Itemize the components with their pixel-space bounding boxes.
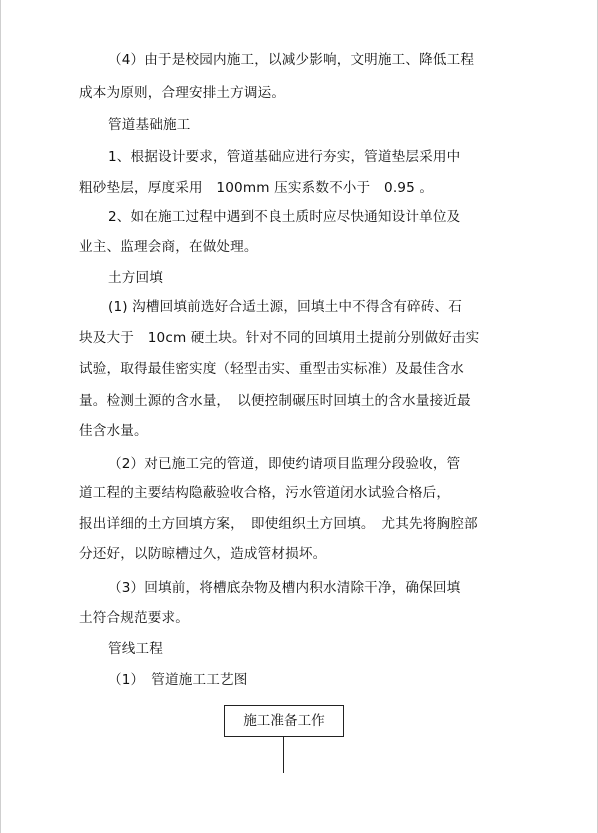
paragraph-line: 粗砂垫层，厚度采用 100mm 压实系数不小于 0.95 。 bbox=[79, 180, 434, 196]
paragraph-line: 佳含水量。 bbox=[79, 423, 148, 439]
section-heading: 管道基础施工 bbox=[108, 117, 191, 133]
paragraph-line: (1) 沟槽回填前选好合适土源，回填土中不得含有碎砖、石 bbox=[108, 299, 463, 315]
paragraph-line: 2、如在施工过程中遇到不良土质时应尽快通知设计单位及 bbox=[108, 209, 461, 225]
paragraph-line: 分还好，以防晾槽过久，造成管材损坏。 bbox=[79, 546, 327, 562]
paragraph-line: 业主、监理会商，在做处理。 bbox=[79, 239, 258, 255]
flowchart-step-box: 施工准备工作 bbox=[224, 705, 344, 737]
paragraph-line: （1） 管道施工工艺图 bbox=[108, 672, 248, 688]
paragraph-line: 报出详细的土方回填方案， 即使组织土方回填。 尤其先将胸腔部 bbox=[79, 516, 478, 532]
paragraph-line: 成本为原则，合理安排土方调运。 bbox=[79, 85, 286, 101]
section-heading: 管线工程 bbox=[108, 641, 163, 657]
paragraph-line: 块及大于 10cm 硬土块。针对不同的回填用土提前分别做好击实 bbox=[79, 330, 480, 346]
paragraph-line: 1、根据设计要求，管道基础应进行夯实，管道垫层采用中 bbox=[108, 149, 461, 165]
paragraph-line: （3）回填前，将槽底杂物及槽内积水清除干净，确保回填 bbox=[108, 580, 461, 596]
paragraph-line: 土符合规范要求。 bbox=[79, 610, 189, 626]
paragraph-line: （2）对已施工完的管道，即使约请项目监理分段验收，管 bbox=[108, 456, 461, 472]
section-heading: 土方回填 bbox=[108, 270, 163, 286]
paragraph-line: 量。检测土源的含水量， 以便控制碾压时回填土的含水量接近最 bbox=[79, 393, 471, 409]
flowchart-connector-line bbox=[283, 737, 284, 773]
paragraph-line: 道工程的主要结构隐蔽验收合格，污水管道闭水试验合格后， bbox=[79, 485, 451, 501]
paragraph-line: 试验，取得最佳密实度（轻型击实、重型击实标准）及最佳含水 bbox=[79, 361, 464, 377]
paragraph-line: （4）由于是校园内施工，以减少影响，文明施工、降低工程 bbox=[108, 52, 475, 68]
